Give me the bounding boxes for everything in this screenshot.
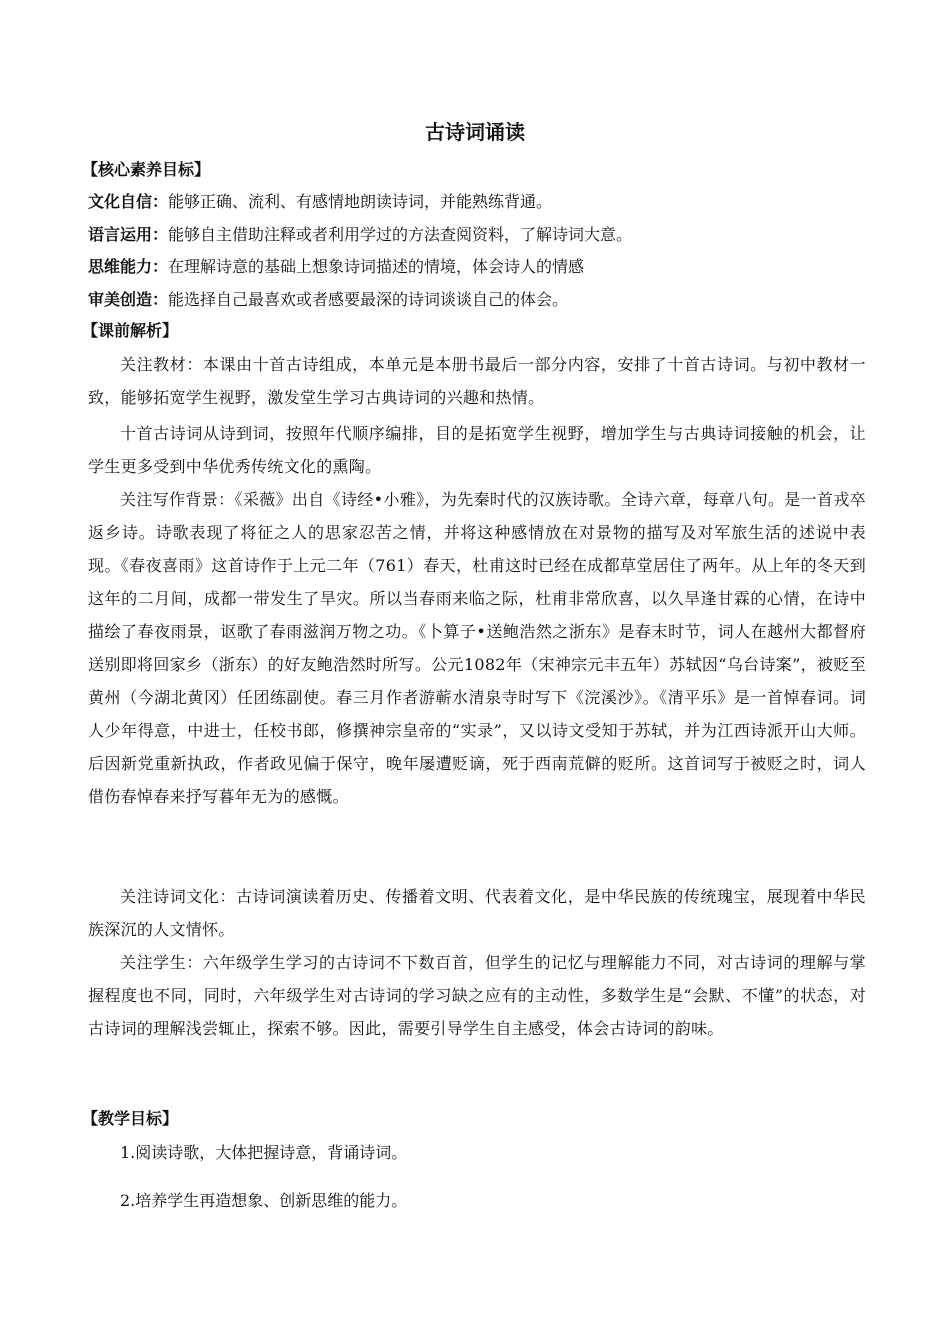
core-goal-label: 审美创造： bbox=[88, 290, 169, 309]
core-goal-label: 文化自信： bbox=[88, 192, 169, 211]
core-goal-label: 语言运用： bbox=[88, 225, 169, 244]
core-goal-text: 能够自主借助注释或者利用学过的方法查阅资料，了解诗词大意。 bbox=[168, 225, 633, 244]
core-goal-thinking bbox=[88, 254, 584, 280]
pre-class-paragraph-culture: 关注诗词文化：古诗词演读着历史、传播着文明、代表着文化，是中华民族的传统瑰宝，展现着中华民族深沉的人文情怀。 bbox=[88, 887, 866, 939]
core-goal-text: 能够正确、流利、有感情地朗读诗词，并能熟练背通。 bbox=[168, 192, 553, 211]
teaching-objectives-heading: 【教学目标】 bbox=[82, 1109, 179, 1128]
pre-class-heading: 【课前解析】 bbox=[82, 321, 179, 340]
teaching-objective-item: 1.阅读诗歌，大体把握诗意，背诵诗词。 bbox=[120, 1143, 408, 1162]
pre-class-paragraph-students: 关注学生：六年级学生学习的古诗词不下数百首，但学生的记忆与理解能力不同，对古诗词的理解与掌握程度也不同，同时，六年级学生对古诗词的学习缺之应有的主动性，多数学生是“会默、不懂”的状态，对古诗词的理解浅尝辄止，探索不够。因此，需要引导学生自主感受，体会古诗词的韵味。 bbox=[88, 953, 866, 1038]
core-goal-label: 思维能力： bbox=[88, 257, 169, 276]
core-goal-language bbox=[88, 222, 632, 248]
teaching-objective-item: 2.培养学生再造想象、创新思维的能力。 bbox=[120, 1191, 408, 1210]
pre-class-paragraph-sequence: 十首古诗词从诗到词，按照年代顺序编排，目的是拓宽学生视野，增加学生与古典诗词接触的机会，让学生更多受到中华优秀传统文化的熏陶。 bbox=[88, 424, 866, 476]
core-goals-heading: 【核心素养目标】 bbox=[82, 160, 211, 179]
pre-class-paragraph-background: 关注写作背景：《采薇》出自《诗经•小雅》，为先秦时代的汉族诗歌。全诗六章，每章八句。是一首戎卒返乡诗。诗歌表现了将征之人的思家忍苦之情，并将这种感情放在对景物的描写及对军旅生活的述说中表现。《春夜喜雨》这首诗作于上元二年（761）春天，杜甫这时已经在成都草堂居住了两年。从上年的冬天到这年的二月间，成都一带发生了旱灾。所以当春雨来临之际，杜甫非常欣喜，以久旱逢甘霖的心情，在诗中描绘了春夜雨景，讴歌了春雨滋润万物之功。《卜算子•送鲍浩然之浙东》是春末时节，词人在越州大都督府送别即将回家乡（浙东）的好友鲍浩然时所写。公元1082年（宋神宗元丰五年）苏轼因“乌台诗案”，被贬至黄州（今湖北黄冈）任团练副使。春三月作者游蕲水清泉寺时写下《浣溪沙》。《清平乐》是一首悼春词。词人少年得意，中进士，任校书郎，修撰神宗皇帝的“实录”，又以诗文受知于苏轼，并为江西诗派开山大师。后因新党重新执政，作者政见偏于保守，晚年屡遭贬谪，死于西南荒僻的贬所。这首词写于被贬之时，词人借伤春悼春来抒写暮年无为的感慨。 bbox=[88, 490, 866, 806]
core-goal-aesthetic bbox=[88, 287, 568, 313]
core-goal-text: 在理解诗意的基础上想象诗词描述的情境，体会诗人的情感 bbox=[168, 257, 585, 276]
core-goal-text: 能选择自己最喜欢或者感要最深的诗词谈谈自己的体会。 bbox=[168, 290, 569, 309]
document-title: 古诗词诵读 bbox=[425, 120, 525, 144]
pre-class-paragraph-textbook: 关注教材：本课由十首古诗组成，本单元是本册书最后一部分内容，安排了十首古诗词。与初中教材一致，能够拓宽学生视野，激发堂生学习古典诗词的兴趣和热情。 bbox=[88, 355, 866, 407]
core-goal-culture bbox=[88, 189, 552, 215]
